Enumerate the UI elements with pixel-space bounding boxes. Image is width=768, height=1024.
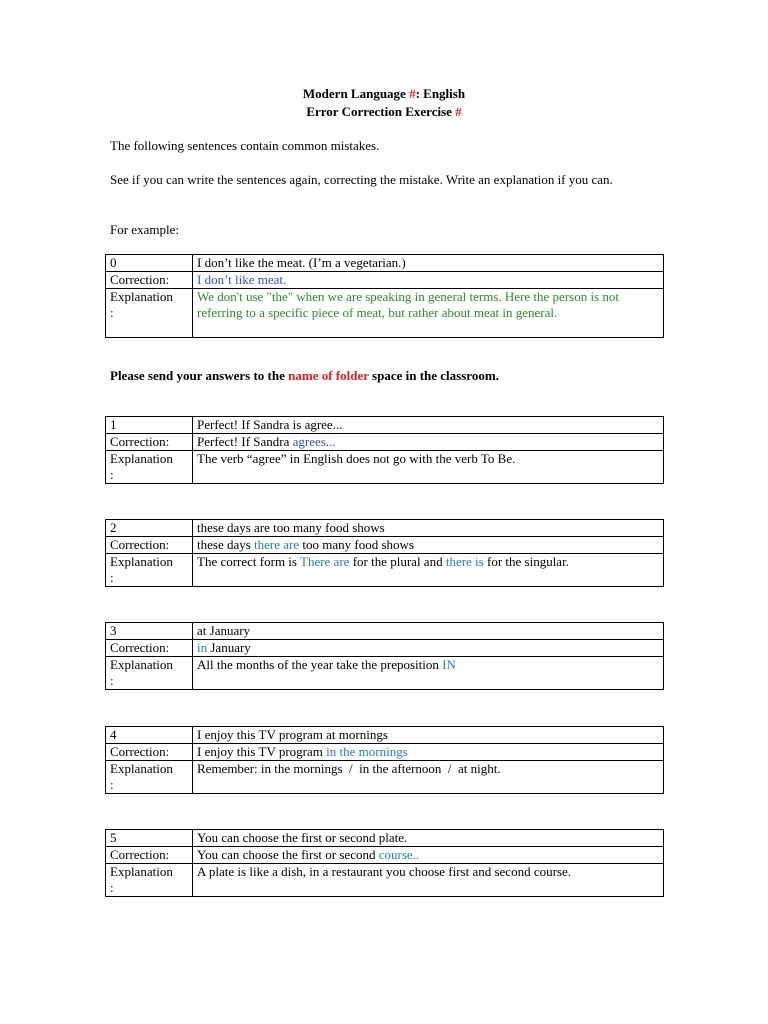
- explanation-label: [106, 554, 193, 587]
- explanation-pre: The correct form is: [197, 554, 300, 569]
- exercise-correction: [193, 434, 664, 451]
- explanation-text: The verb “agree” in English does not go with the verb To Be.: [197, 451, 516, 466]
- title-line-1: [0, 86, 768, 103]
- explanation-label-b: :: [110, 570, 114, 585]
- example-sentence: I don’t like the meat. (I’m a vegetarian.): [193, 255, 664, 272]
- correction-highlight: agrees...: [292, 434, 336, 449]
- send-folder: name of folder: [288, 368, 369, 383]
- exercise-number: 1: [106, 417, 193, 434]
- correction-label: Correction:: [106, 537, 193, 554]
- exercise-explanation: [193, 761, 664, 794]
- exercise-sentence: Perfect! If Sandra is agree...: [193, 417, 664, 434]
- correction-label: Correction:: [106, 744, 193, 761]
- explanation-label: [106, 657, 193, 690]
- exercise-sentence: You can choose the first or second plate.: [193, 830, 664, 847]
- example-explanation: We don't use "the" when we are speaking in general terms. Here the person is not referring to a specific piece of meat, but rather about meat in general.: [193, 289, 664, 338]
- example-label: For example:: [110, 222, 179, 237]
- correction-highlight: there are: [254, 537, 300, 552]
- explanation-label: [106, 864, 193, 897]
- exercise-number: 4: [106, 727, 193, 744]
- correction-highlight: in the mornings: [326, 744, 408, 759]
- title-line-1-pre: Modern Language: [302, 86, 410, 101]
- explanation-highlight-2: there is: [445, 554, 484, 569]
- correction-label: Correction:: [106, 847, 193, 864]
- exercise-explanation: [193, 451, 664, 484]
- send-pre: Please send your answers to the: [110, 368, 289, 383]
- exercise-table-2: [105, 519, 664, 587]
- explanation-highlight-1: There are: [300, 554, 350, 569]
- title-line-1-post: : English: [415, 86, 466, 101]
- example-row-correction: [106, 272, 664, 289]
- explanation-pre: All the months of the year take the preposition: [197, 657, 443, 672]
- instructions-text: See if you can write the sentences again, correcting the mistake. Write an explanation if you can.: [110, 172, 613, 187]
- example-table: [105, 254, 664, 338]
- example-correction: I don’t like meat.: [193, 272, 664, 289]
- exercise-table-3: [105, 622, 664, 690]
- example-row-explanation: [106, 289, 664, 338]
- exercise-explanation: [193, 554, 664, 587]
- exercise-correction: [193, 537, 664, 554]
- title-line-2: [0, 104, 768, 121]
- exercise-number: 5: [106, 830, 193, 847]
- exercise-number: 2: [106, 520, 193, 537]
- correction-post: January: [207, 640, 251, 655]
- explanation-label-b: :: [110, 880, 114, 895]
- exercise-table-1: [105, 416, 664, 484]
- title-line-2-hash: #: [455, 104, 462, 119]
- correction-post: too many food shows: [299, 537, 414, 552]
- exercise-explanation: [193, 864, 664, 897]
- explanation-post: for the singular.: [483, 554, 569, 569]
- explanation-label-a: Explanation: [110, 289, 173, 304]
- explanation-label: [106, 289, 193, 338]
- intro-text: The following sentences contain common mistakes.: [110, 138, 380, 153]
- exercise-sentence: these days are too many food shows: [193, 520, 664, 537]
- explanation-label: [106, 761, 193, 794]
- explanation-label-b: :: [110, 305, 114, 320]
- send-instruction: [110, 368, 670, 385]
- exercise-table-4: [105, 726, 664, 794]
- explanation-mid: for the plural and: [349, 554, 446, 569]
- explanation-label-b: :: [110, 777, 114, 792]
- exercise-table-5: [105, 829, 664, 897]
- correction-pre: You can choose the first or second: [197, 847, 379, 862]
- exercise-correction: [193, 847, 664, 864]
- explanation-label-b: :: [110, 673, 114, 688]
- explanation-label-a: Explanation: [110, 657, 173, 672]
- exercise-explanation: [193, 657, 664, 690]
- correction-label: Correction:: [106, 272, 193, 289]
- exercise-number: 3: [106, 623, 193, 640]
- explanation-label-a: Explanation: [110, 864, 173, 879]
- example-number: 0: [106, 255, 193, 272]
- correction-label: Correction:: [106, 640, 193, 657]
- exercise-sentence: I enjoy this TV program at mornings: [193, 727, 664, 744]
- title-line-1-hash: #: [409, 86, 416, 101]
- explanation-label-a: Explanation: [110, 761, 173, 776]
- correction-label: Correction:: [106, 434, 193, 451]
- explanation-label-a: Explanation: [110, 554, 173, 569]
- correction-pre: Perfect! If Sandra: [197, 434, 293, 449]
- explanation-label-b: :: [110, 467, 114, 482]
- example-row-sentence: [106, 255, 664, 272]
- exercise-correction: [193, 744, 664, 761]
- send-post: space in the classroom.: [368, 368, 499, 383]
- explanation-text: A plate is like a dish, in a restaurant you choose first and second course.: [197, 864, 572, 879]
- exercise-sentence: at January: [193, 623, 664, 640]
- correction-highlight: in: [197, 640, 208, 655]
- explanation-label: [106, 451, 193, 484]
- explanation-highlight-1: IN: [442, 657, 456, 672]
- exercise-correction: [193, 640, 664, 657]
- correction-pre: these days: [197, 537, 255, 552]
- correction-highlight: course..: [378, 847, 420, 862]
- explanation-text: Remember: in the mornings / in the afternoon / at night.: [197, 761, 501, 776]
- explanation-label-a: Explanation: [110, 451, 173, 466]
- title-line-2-pre: Error Correction Exercise: [306, 104, 456, 119]
- correction-pre: I enjoy this TV program: [197, 744, 327, 759]
